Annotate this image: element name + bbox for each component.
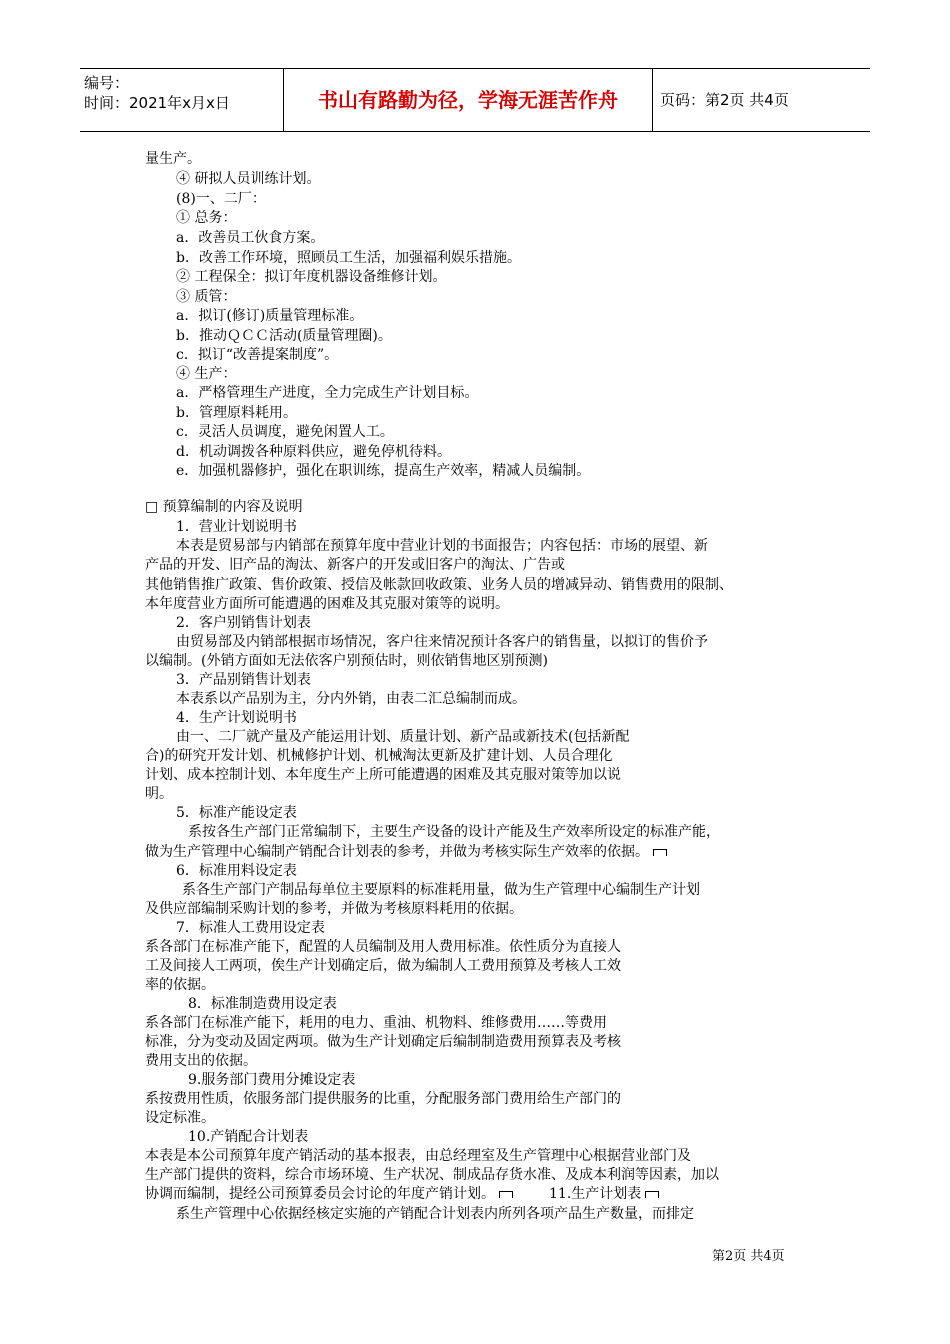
text-line: 率的依据。: [145, 977, 215, 993]
text-line: 生产部门提供的资料，综合市场环境、生产状况、制成品存货水准、及成本利润等因素，加以: [145, 1167, 719, 1183]
subheading: 1．营业计划说明书: [176, 519, 297, 535]
text-line: b．改善工作环境，照顾员工生活，加强福利娱乐措施。: [176, 250, 521, 266]
text-line: c．拟订“改善提案制度”。: [176, 347, 339, 363]
subheading: 8．标准制造费用设定表: [188, 996, 337, 1012]
document-date: 时间：2021年x月x日: [84, 94, 230, 112]
text-line: 本表是本公司预算年度产销活动的基本报表，由总经理室及生产管理中心根据营业部门及: [145, 1148, 691, 1164]
document-number-label: 编号：: [84, 74, 130, 92]
text-line: 以编制。(外销方面如无法依客户别预估时，则依销售地区别预测): [145, 653, 548, 669]
text-line: 系各生产部门产制品每单位主要原料的标准耗用量，做为生产管理中心编制生产计划: [182, 882, 700, 898]
text-line: e．加强机器修护，强化在职训练，提高生产效率，精减人员编制。: [176, 463, 591, 479]
subheading: 2．客户别销售计划表: [176, 615, 311, 631]
text-line: 工及间接人工两项，俟生产计划确定后，做为编制人工费用预算及考核人工效: [145, 958, 621, 974]
page-footer: 第2页 共4页: [712, 1249, 785, 1264]
edit-mark-icon: [653, 849, 667, 856]
text-line: 标准，分为变动及固定两项。做为生产计划确定后编制制造费用预算表及考核: [145, 1034, 621, 1050]
page-header: [80, 68, 870, 132]
text-line: ① 总务：: [176, 210, 237, 226]
subheading: 10.产销配合计划表: [188, 1129, 309, 1145]
text-line: ② 工程保全：拟订年度机器设备维修计划。: [176, 269, 447, 285]
text-line: 做为生产管理中心编制产销配合计划表的参考，并做为考核实际生产效率的依据。: [145, 843, 667, 862]
subheading: 4．生产计划说明书: [176, 710, 297, 726]
text-line: 量生产。: [145, 151, 201, 167]
text-line: ④ 研拟人员训练计划。: [176, 171, 321, 187]
text-line: ③ 质管：: [176, 289, 237, 305]
subheading: 5．标准产能设定表: [176, 805, 297, 821]
text-line: 及供应部编制采购计划的参考，并做为考核原料耗用的依据。: [145, 901, 523, 917]
text-line: b．管理原料耗用。: [176, 405, 297, 421]
text-line: ④ 生产：: [176, 366, 237, 382]
text-line: 本表系以产品别为主，分内外销，由表二汇总编制而成。: [176, 691, 526, 707]
text-line: a．严格管理生产进度，全力完成生产计划目标。: [176, 385, 479, 401]
text-line: 协调而编制，提经公司预算委员会讨论的年度产销计划。 11.生产计划表: [145, 1185, 659, 1204]
text-line: 其他销售推广政策、售价政策、授信及帐款回收政策、业务人员的增减异动、销售费用的限制、: [145, 577, 733, 593]
subheading: 11.生产计划表: [549, 1186, 642, 1202]
subheading: 7．标准人工费用设定表: [176, 920, 325, 936]
text-line: c．灵活人员调度，避免闲置人工。: [176, 424, 394, 440]
header-left-block: [84, 73, 230, 113]
header-motto: 书山有路勤为径，学海无涯苦作舟: [318, 88, 618, 112]
text-line: 计划、成本控制计划、本年度生产上所可能遭遇的困难及其克服对策等加以说: [145, 767, 621, 783]
text-line: 系各部门在标准产能下，配置的人员编制及用人费用标准。依性质分为直接人: [145, 939, 621, 955]
edit-mark-icon: [645, 1191, 659, 1198]
text-line: 系按费用性质，依服务部门提供服务的比重，分配服务部门费用给生产部门的: [145, 1091, 621, 1107]
text-line: 费用支出的依据。: [145, 1053, 257, 1069]
section-heading: □ 预算编制的内容及说明: [145, 499, 303, 515]
subheading: 9.服务部门费用分摊设定表: [188, 1072, 356, 1088]
text-line: 本表是贸易部与内销部在预算年度中营业计划的书面报告；内容包括：市场的展望、新: [176, 538, 708, 554]
text-line: 由一、二厂就产量及产能运用计划、质量计划、新产品或新技术(包括新配: [176, 729, 630, 745]
subheading: 3．产品别销售计划表: [176, 672, 311, 688]
text-line: d．机动调拨各种原料供应，避免停机待料。: [176, 444, 451, 460]
header-page-code: 页码：第2页 共4页: [660, 91, 789, 109]
edit-mark-icon: [499, 1191, 513, 1198]
text-line: b．推动ＱＣＣ活动(质量管理圈)。: [176, 328, 392, 344]
text-line: a．改善员工伙食方案。: [176, 230, 325, 246]
text-line: 系各部门在标准产能下，耗用的电力、重油、机物料、维修费用……等费用: [145, 1015, 607, 1031]
text-line: 本年度营业方面所可能遭遇的困难及其克服对策等的说明。: [145, 596, 509, 612]
text-line: (8)一、二厂：: [176, 191, 266, 207]
text-line: 系生产管理中心依据经核定实施的产销配合计划表内所列各项产品生产数量，而排定: [176, 1206, 694, 1222]
text-line: 设定标准。: [145, 1110, 215, 1126]
text-line: 合)的研究开发计划、机械修护计划、机械淘汰更新及扩建计划、人员合理化: [145, 748, 613, 764]
subheading: 6．标准用料设定表: [176, 863, 297, 879]
text-line: a．拟订(修订)质量管理标准。: [176, 308, 364, 324]
text-line: 产品的开发、旧产品的淘汰、新客户的开发或旧客户的淘汰、广告或: [145, 557, 565, 573]
text-line: 系按各生产部门正常编制下，主要生产设备的设计产能及生产效率所设定的标准产能，: [188, 824, 720, 840]
text-line: 明。: [145, 786, 173, 802]
header-divider-right: [652, 69, 653, 131]
text-line: 由贸易部及内销部根据市场情况，客户往来情况预计各客户的销售量，以拟订的售价予: [176, 634, 708, 650]
